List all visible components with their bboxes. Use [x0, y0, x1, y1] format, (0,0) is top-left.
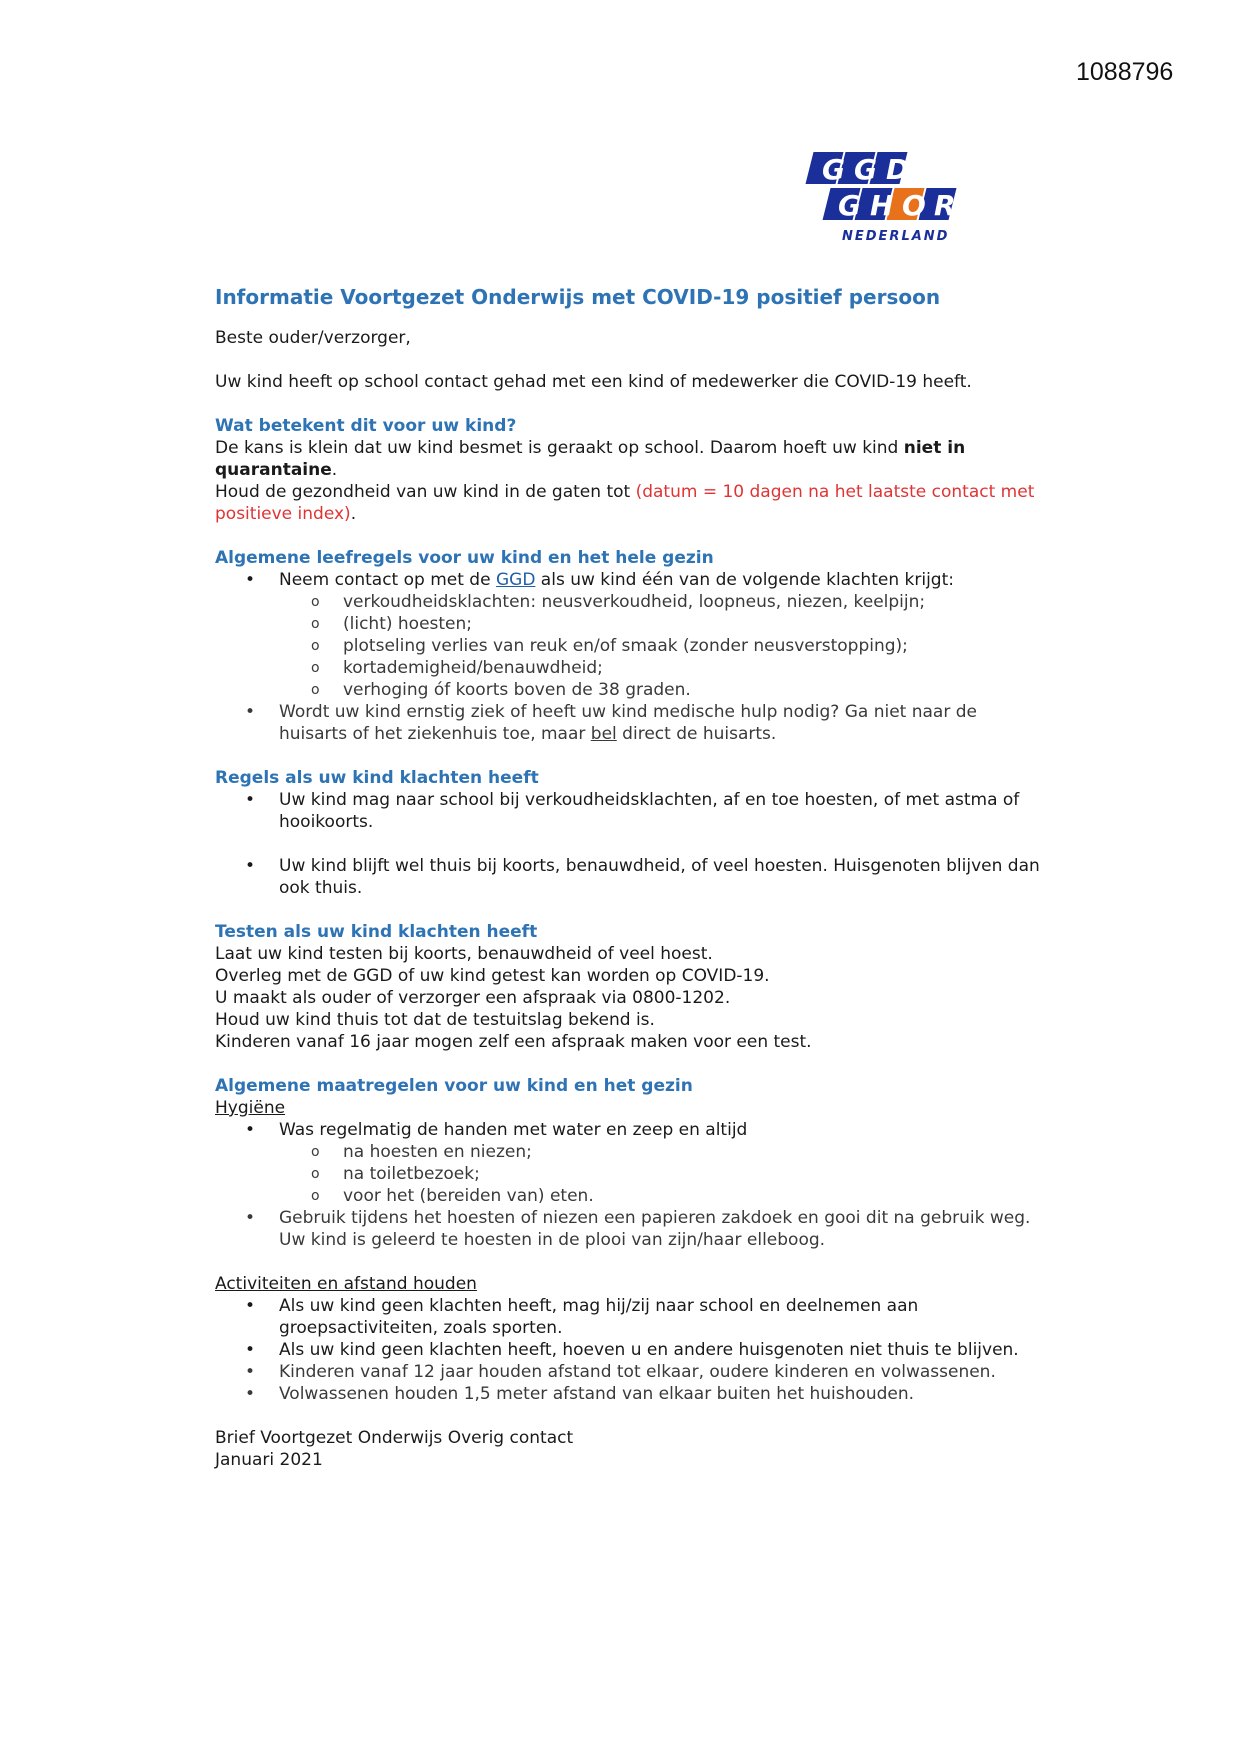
list-item: • Wordt uw kind ernstig ziek of heeft uw kind medische hulp nodig? Ga niet naar de huisarts of het ziekenhuis toe, maar bel direct de huisarts.	[215, 701, 1045, 745]
date-placeholder: (datum = 10 dagen na het laatste contact met positieve index)	[215, 482, 1035, 524]
svg-text:G: G	[822, 153, 845, 186]
greeting: Beste ouder/verzorger,	[215, 328, 411, 348]
svg-text:D: D	[886, 153, 910, 186]
subheading-distance: Activiteiten en afstand houden	[215, 1274, 477, 1294]
list-item: • Als uw kind geen klachten heeft, hoeven u en andere huisgenoten niet thuis te blijven.	[215, 1339, 1045, 1361]
list-item: • Uw kind blijft wel thuis bij koorts, benauwdheid, of veel hoesten. Huisgenoten blijven dan ook thuis.	[215, 855, 1045, 899]
list-item: o verhoging óf koorts boven de 38 graden.	[215, 679, 1045, 701]
intro-paragraph: Uw kind heeft op school contact gehad met een kind of medewerker die COVID-19 heeft.	[215, 372, 972, 392]
svg-text:G: G	[854, 153, 877, 186]
svg-text:G: G	[838, 189, 861, 222]
svg-text:R: R	[934, 189, 956, 222]
list-item: • Kinderen vanaf 12 jaar houden afstand tot elkaar, oudere kinderen en volwassenen.	[215, 1361, 1045, 1383]
letter-footer	[215, 1427, 1045, 1471]
list-item: • Als uw kind geen klachten heeft, mag hij/zij naar school en deelnemen aan groepsactiviteiten, zoals sporten.	[215, 1295, 1045, 1339]
testing-line: Overleg met de GGD of uw kind getest kan worden op COVID-19.	[215, 966, 770, 986]
letter-body	[215, 284, 1045, 1471]
monitor-paragraph: Houd de gezondheid van uw kind in de gaten tot (datum = 10 dagen na het laatste contact met positieve index).	[215, 482, 1035, 524]
subheading-hygiene: Hygiëne	[215, 1098, 286, 1118]
svg-text:H: H	[870, 189, 894, 222]
page-title: Informatie Voortgezet Onderwijs met COVID-19 positief persoon	[215, 285, 941, 309]
document-number: 1088796	[1076, 58, 1174, 86]
list-item: • Uw kind mag naar school bij verkoudheidsklachten, af en toe hoesten, of met astma of hooikoorts.	[215, 789, 1045, 833]
list-item: • Neem contact op met de GGD als uw kind één van de volgende klachten krijgt: o verkoudheidsklachten: neusverkoudheid, loopneus, niezen, keelpijn; o (licht) hoesten; o plotseling verlies van reuk en/of smaak (zonder neusverstopping); o kortademigheid/benauwdheid; o verhoging óf koorts boven de 38 graden.	[215, 569, 1045, 701]
testing-line: U maakt als ouder of verzorger een afspraak via 0800-1202.	[215, 988, 731, 1008]
list-item: • Volwassenen houden 1,5 meter afstand van elkaar buiten het huishouden.	[215, 1383, 1045, 1405]
list-item: • Was regelmatig de handen met water en zeep en altijd o na hoesten en niezen; o na toiletbezoek; o voor het (bereiden van) eten.	[215, 1119, 1045, 1207]
ggd-ghor-logo	[802, 150, 972, 246]
testing-line: Laat uw kind testen bij koorts, benauwdheid of veel hoest.	[215, 944, 713, 964]
list-item: o kortademigheid/benauwdheid;	[215, 657, 1045, 679]
section-heading-impact: Wat betekent dit voor uw kind?	[215, 416, 517, 436]
list-item: o na hoesten en niezen;	[215, 1141, 1045, 1163]
ggd-link[interactable]: GGD	[495, 570, 536, 590]
list-item: o verkoudheidsklachten: neusverkoudheid, loopneus, niezen, keelpijn;	[215, 591, 1045, 613]
logo-text-nederland: NEDERLAND	[842, 229, 950, 244]
testing-line: Kinderen vanaf 16 jaar mogen zelf een afspraak maken voor een test.	[215, 1032, 812, 1052]
list-item: o voor het (bereiden van) eten.	[215, 1185, 1045, 1207]
quarantine-paragraph: De kans is klein dat uw kind besmet is geraakt op school. Daarom hoeft uw kind niet in quarantaine.	[215, 438, 966, 480]
list-item: • Gebruik tijdens het hoesten of niezen een papieren zakdoek en gooi dit na gebruik weg. Uw kind is geleerd te hoesten in de plooi van zijn/haar elleboog.	[215, 1207, 1045, 1251]
list-item: o na toiletbezoek;	[215, 1163, 1045, 1185]
list-item: o plotseling verlies van reuk en/of smaak (zonder neusverstopping);	[215, 635, 1045, 657]
section-heading-general-rules: Algemene leefregels voor uw kind en het hele gezin	[215, 548, 714, 568]
section-heading-measures: Algemene maatregelen voor uw kind en het gezin	[215, 1076, 693, 1096]
list-item: o (licht) hoesten;	[215, 613, 1045, 635]
svg-text:O: O	[902, 189, 926, 222]
footer-line: Brief Voortgezet Onderwijs Overig contact	[215, 1428, 574, 1448]
footer-date: Januari 2021	[215, 1450, 323, 1470]
testing-line: Houd uw kind thuis tot dat de testuitslag bekend is.	[215, 1010, 655, 1030]
section-heading-testing: Testen als uw kind klachten heeft	[215, 922, 538, 942]
section-heading-complaint-rules: Regels als uw kind klachten heeft	[215, 768, 539, 788]
